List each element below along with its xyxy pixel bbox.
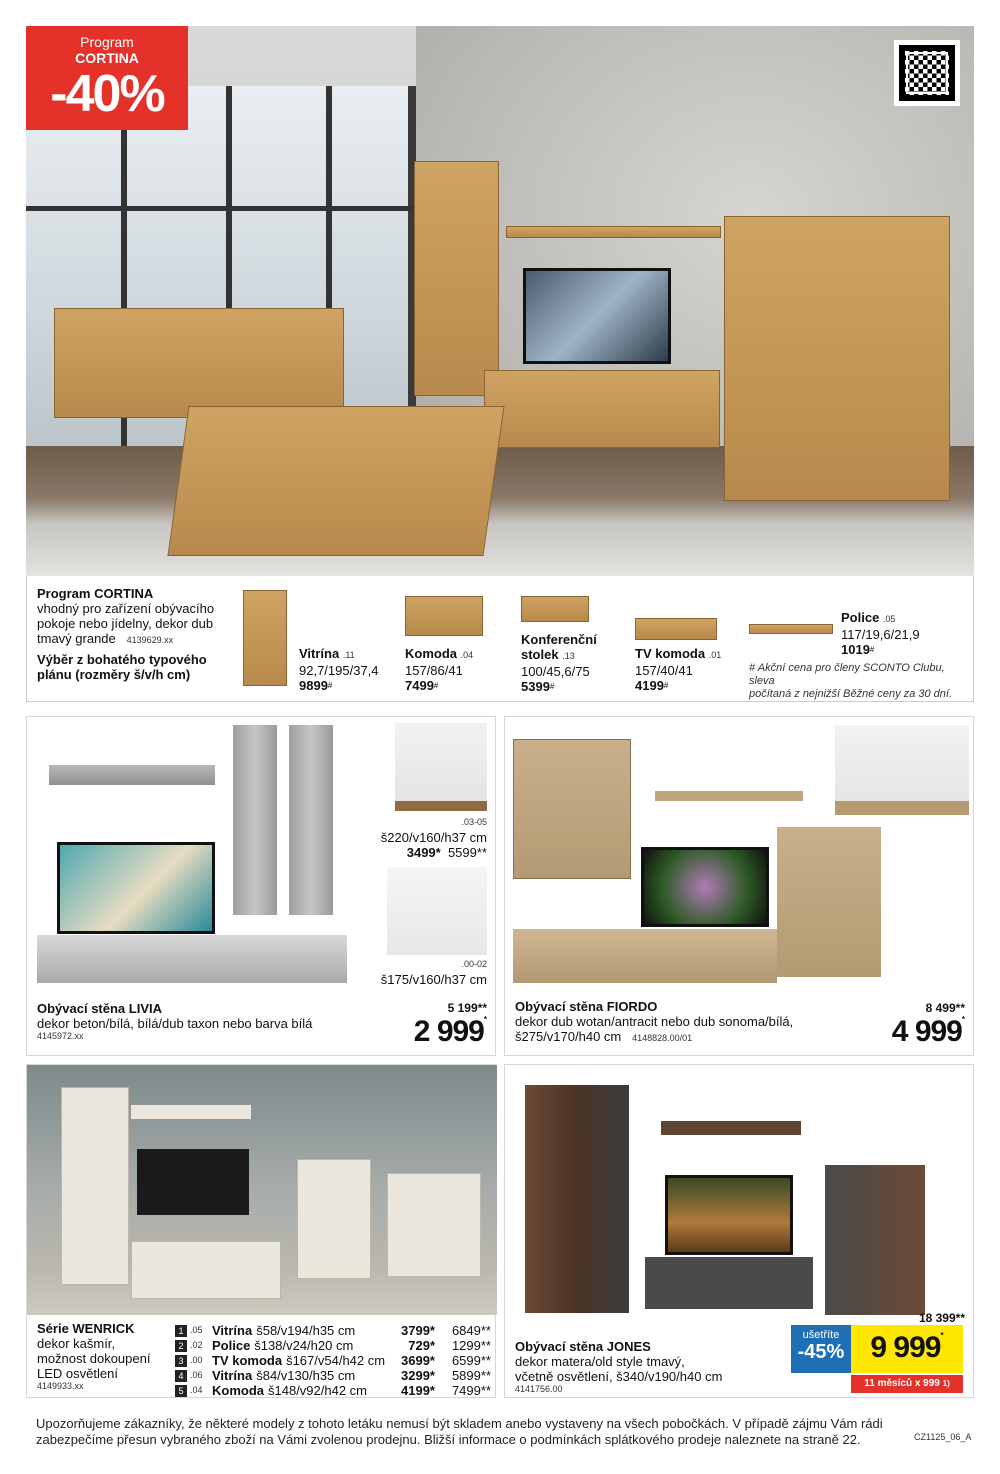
wenrick-row-suffix: .02	[190, 1340, 203, 1350]
livia-desc: dekor beton/bílá, bílá/dub taxon nebo barva bílá	[37, 1016, 313, 1031]
item-stolek-dims: 100/45,6/75	[521, 664, 590, 679]
footer-note	[36, 1416, 916, 1448]
fiordo-shelf	[655, 791, 803, 801]
badge-line2: CORTINA	[75, 50, 139, 66]
wenrick-row-num: 3	[175, 1355, 187, 1367]
livia-code: 4145972.xx	[37, 1031, 84, 1041]
item-vitrina-dims: 92,7/195/37,4	[299, 663, 379, 678]
livia-column-2	[289, 725, 333, 915]
wenrick-list	[175, 1323, 491, 1398]
cortina-code: 4139629.xx	[126, 635, 174, 645]
discount-badge	[26, 26, 188, 130]
club-note1: # Akční cena pro členy SCONTO Clubu, sleva	[749, 662, 945, 687]
livia-column-1	[233, 725, 277, 915]
item-police-suffix: .05	[882, 614, 896, 624]
livia-section	[26, 716, 496, 1056]
jones-save-badge	[791, 1325, 851, 1373]
police-thumb	[749, 624, 833, 634]
tv-photo	[523, 268, 671, 364]
wenrick-row	[175, 1383, 491, 1398]
wenrick-vitrine	[61, 1087, 129, 1285]
jones-desc2: včetně osvětlení, š340/v190/h40 cm	[515, 1369, 723, 1384]
wenrick-row	[175, 1338, 491, 1353]
livia-var2-dims: š175/v160/h37 cm	[380, 972, 487, 987]
footer-line1: Upozorňujeme zákazníky, že některé modely z tohoto letáku nemusí být skladem anebo vystaveny na všech pobočkách. V případě zájmu Vám rádi	[36, 1416, 883, 1431]
item-komoda-name: Komoda	[405, 646, 457, 661]
jones-vitrine	[525, 1085, 629, 1313]
wenrick-row-dims: š138/v24/h20 cm	[254, 1338, 354, 1353]
jones-cabinet	[825, 1165, 925, 1315]
jones-title: Obývací stěna JONES	[515, 1339, 651, 1354]
item-stolek-name: Konferenční	[521, 632, 597, 647]
jones-installment	[851, 1375, 963, 1393]
fiordo-title: Obývací stěna FIORDO	[515, 999, 658, 1014]
wenrick-row-price: 729*	[408, 1338, 435, 1353]
tv-komoda-thumb	[635, 618, 717, 640]
jones-star: *	[940, 1331, 944, 1340]
item-police-name: Police	[841, 610, 880, 625]
wenrick-row-old: 5899**	[451, 1368, 491, 1383]
item-tvkomoda-dims: 157/40/41	[635, 663, 693, 678]
livia-var1-code: .03-05	[461, 817, 487, 827]
livia-variant1-image	[395, 723, 487, 811]
badge-line1: Program	[80, 34, 134, 50]
jones-installment-note: 1)	[942, 1379, 950, 1388]
fiordo-tv-unit	[513, 929, 777, 983]
wenrick-row-dims: š148/v92/h42 cm	[268, 1383, 368, 1398]
jones-save-label: ušetříte	[802, 1329, 840, 1341]
wenrick-row-suffix: .04	[190, 1385, 203, 1395]
item-stolek-price: 5399	[521, 679, 550, 694]
jones-code: 4141756.00	[515, 1384, 563, 1394]
fiordo-star: *	[961, 1015, 965, 1024]
wall-shelf-photo	[506, 226, 721, 238]
cortina-desc2: pokoje nebo jídelny, dekor dub	[37, 616, 214, 631]
cortina-note2: plánu (rozměry š/v/h cm)	[37, 667, 191, 682]
wenrick-row-price: 3299*	[401, 1368, 435, 1383]
club-note2: počítaná z nejnižší Běžné ceny za 30 dní.	[749, 688, 953, 700]
livia-var1-old: 5599**	[447, 845, 487, 860]
item-tvkomoda-price: 4199	[635, 678, 664, 693]
wenrick-row-dims: š167/v54/h42 cm	[286, 1353, 386, 1368]
wenrick-row-suffix: .05	[190, 1325, 203, 1335]
footer-code: CZ1125_06_A	[914, 1432, 972, 1442]
wenrick-row-price: 4199*	[401, 1383, 435, 1398]
wenrick-komoda	[387, 1173, 481, 1277]
jones-installment-text: 11 měsíců x 999	[864, 1378, 940, 1389]
wenrick-row-num: 1	[175, 1325, 187, 1337]
wenrick-section	[26, 1064, 496, 1398]
item-tvkomoda-name: TV komoda	[635, 646, 706, 661]
fiordo-desc2: š275/v170/h40 cm	[515, 1029, 622, 1044]
wenrick-row-num: 5	[175, 1385, 187, 1397]
livia-star: *	[483, 1015, 487, 1024]
jones-shelf	[661, 1121, 801, 1135]
fiordo-variant-image	[835, 725, 969, 815]
item-komoda-suffix: .04	[460, 650, 474, 660]
item-stolek-suffix: .13	[562, 651, 575, 661]
wenrick-desc0: dekor kašmír,	[37, 1336, 116, 1351]
fiordo-code: 4148828.00/01	[632, 1033, 693, 1043]
komoda-thumb	[405, 596, 483, 636]
wenrick-row-old: 6599**	[451, 1353, 491, 1368]
item-tvkomoda-suffix: .01	[708, 650, 722, 660]
wenrick-tv	[137, 1149, 249, 1215]
fiordo-desc1: dekor dub wotan/antracit nebo dub sonoma/bílá,	[515, 1014, 794, 1029]
wenrick-row-suffix: .00	[190, 1355, 203, 1365]
livia-old-price: 5 199**	[447, 1001, 487, 1015]
coffee-table-photo	[167, 406, 504, 556]
item-komoda-mark: #	[433, 681, 439, 690]
fiordo-tv	[641, 847, 769, 927]
jones-tv-unit	[645, 1257, 813, 1309]
badge-discount: -40%	[50, 65, 164, 123]
item-komoda-price: 7499	[405, 678, 434, 693]
wenrick-row-name: Police	[212, 1338, 251, 1353]
vitrine-photo	[414, 161, 499, 396]
wenrick-row	[175, 1368, 491, 1383]
cabinet-photo	[724, 216, 950, 501]
cortina-note1: Výběr z bohatého typového	[37, 652, 207, 667]
cortina-title: Program CORTINA	[37, 586, 154, 601]
fiordo-tall-cabinet	[777, 827, 881, 977]
cortina-desc1: vhodný pro zařízení obývacího	[37, 601, 215, 616]
fiordo-cabinet	[513, 739, 631, 879]
jones-price: 9 999	[870, 1331, 941, 1364]
livia-title: Obývací stěna LIVIA	[37, 1001, 162, 1016]
wenrick-row	[175, 1353, 491, 1368]
livia-var2-code: .00-02	[461, 959, 487, 969]
konferencni-thumb	[521, 596, 589, 622]
wenrick-title: Série WENRICK	[37, 1321, 135, 1336]
livia-tv-unit	[37, 935, 347, 983]
jones-section	[504, 1064, 974, 1398]
wenrick-row-dims: š58/v194/h35 cm	[256, 1323, 356, 1338]
wenrick-row-name: TV komoda	[212, 1353, 283, 1368]
item-komoda-dims: 157/86/41	[405, 663, 463, 678]
wenrick-code: 4149933.xx	[37, 1381, 84, 1391]
fiordo-price: 4 999	[891, 1015, 962, 1048]
wenrick-row-price: 3799*	[401, 1323, 435, 1338]
jones-tv	[665, 1175, 793, 1255]
wenrick-row-name: Vitrína	[212, 1368, 253, 1383]
footer-line2: zabezpečíme přesun vybraného zboží na Vámi zvolenou prodejnu. Bližší informace o podmínkách splátkového prodeje naleznete na straně 22.	[36, 1432, 861, 1447]
livia-tv	[57, 842, 215, 934]
fiordo-section	[504, 716, 974, 1056]
tv-unit-photo	[484, 370, 720, 448]
wenrick-row	[175, 1323, 491, 1338]
wenrick-row-num: 4	[175, 1370, 187, 1382]
vitrine-thumb	[243, 590, 287, 686]
wenrick-tv-unit	[131, 1241, 281, 1299]
wenrick-row-suffix: .06	[190, 1370, 203, 1380]
fiordo-old-price: 8 499**	[925, 1001, 965, 1015]
wenrick-shelf	[131, 1105, 251, 1119]
item-vitrina-mark: #	[327, 681, 333, 690]
item-police-dims: 117/19,6/21,9	[841, 627, 920, 642]
wenrick-row-old: 6849**	[451, 1323, 491, 1338]
livia-var1-dims: š220/v160/h37 cm	[380, 830, 487, 845]
item-vitrina-name: Vitrína	[299, 646, 340, 661]
wenrick-row-name: Vitrína	[212, 1323, 253, 1338]
sideboard-photo	[54, 308, 344, 418]
livia-price: 2 999	[413, 1015, 484, 1048]
cortina-info	[26, 576, 974, 702]
livia-var1-price: 3499*	[406, 845, 441, 860]
wenrick-row-price: 3699*	[401, 1353, 435, 1368]
wenrick-desc1: možnost dokoupení	[37, 1351, 151, 1366]
cortina-desc3: tmavý grande	[37, 631, 116, 646]
qr-code[interactable]	[894, 40, 960, 106]
item-tvkomoda-mark: #	[663, 681, 669, 690]
wenrick-row-dims: š84/v130/h35 cm	[256, 1368, 356, 1383]
livia-variant2-image	[387, 867, 487, 955]
item-vitrina-price: 9899	[299, 678, 328, 693]
wenrick-row-num: 2	[175, 1340, 187, 1352]
item-police-mark: #	[869, 645, 875, 654]
jones-desc1: dekor matera/old style tmavý,	[515, 1354, 685, 1369]
item-vitrina-suffix: .11	[342, 650, 355, 660]
item-stolek-mark: #	[549, 682, 555, 691]
wenrick-row-name: Komoda	[212, 1383, 264, 1398]
item-police-price: 1019	[841, 642, 870, 657]
wenrick-row-old: 7499**	[451, 1383, 491, 1398]
jones-price-box	[851, 1325, 963, 1373]
jones-old-price: 18 399**	[918, 1311, 965, 1325]
item-stolek-name2: stolek	[521, 647, 559, 662]
wenrick-desc2: LED osvětlení	[37, 1366, 118, 1381]
livia-shelf	[49, 765, 215, 785]
jones-save-pct: -45%	[797, 1341, 845, 1363]
wenrick-row-old: 1299**	[451, 1338, 491, 1353]
wenrick-vitrine-small	[297, 1159, 371, 1279]
